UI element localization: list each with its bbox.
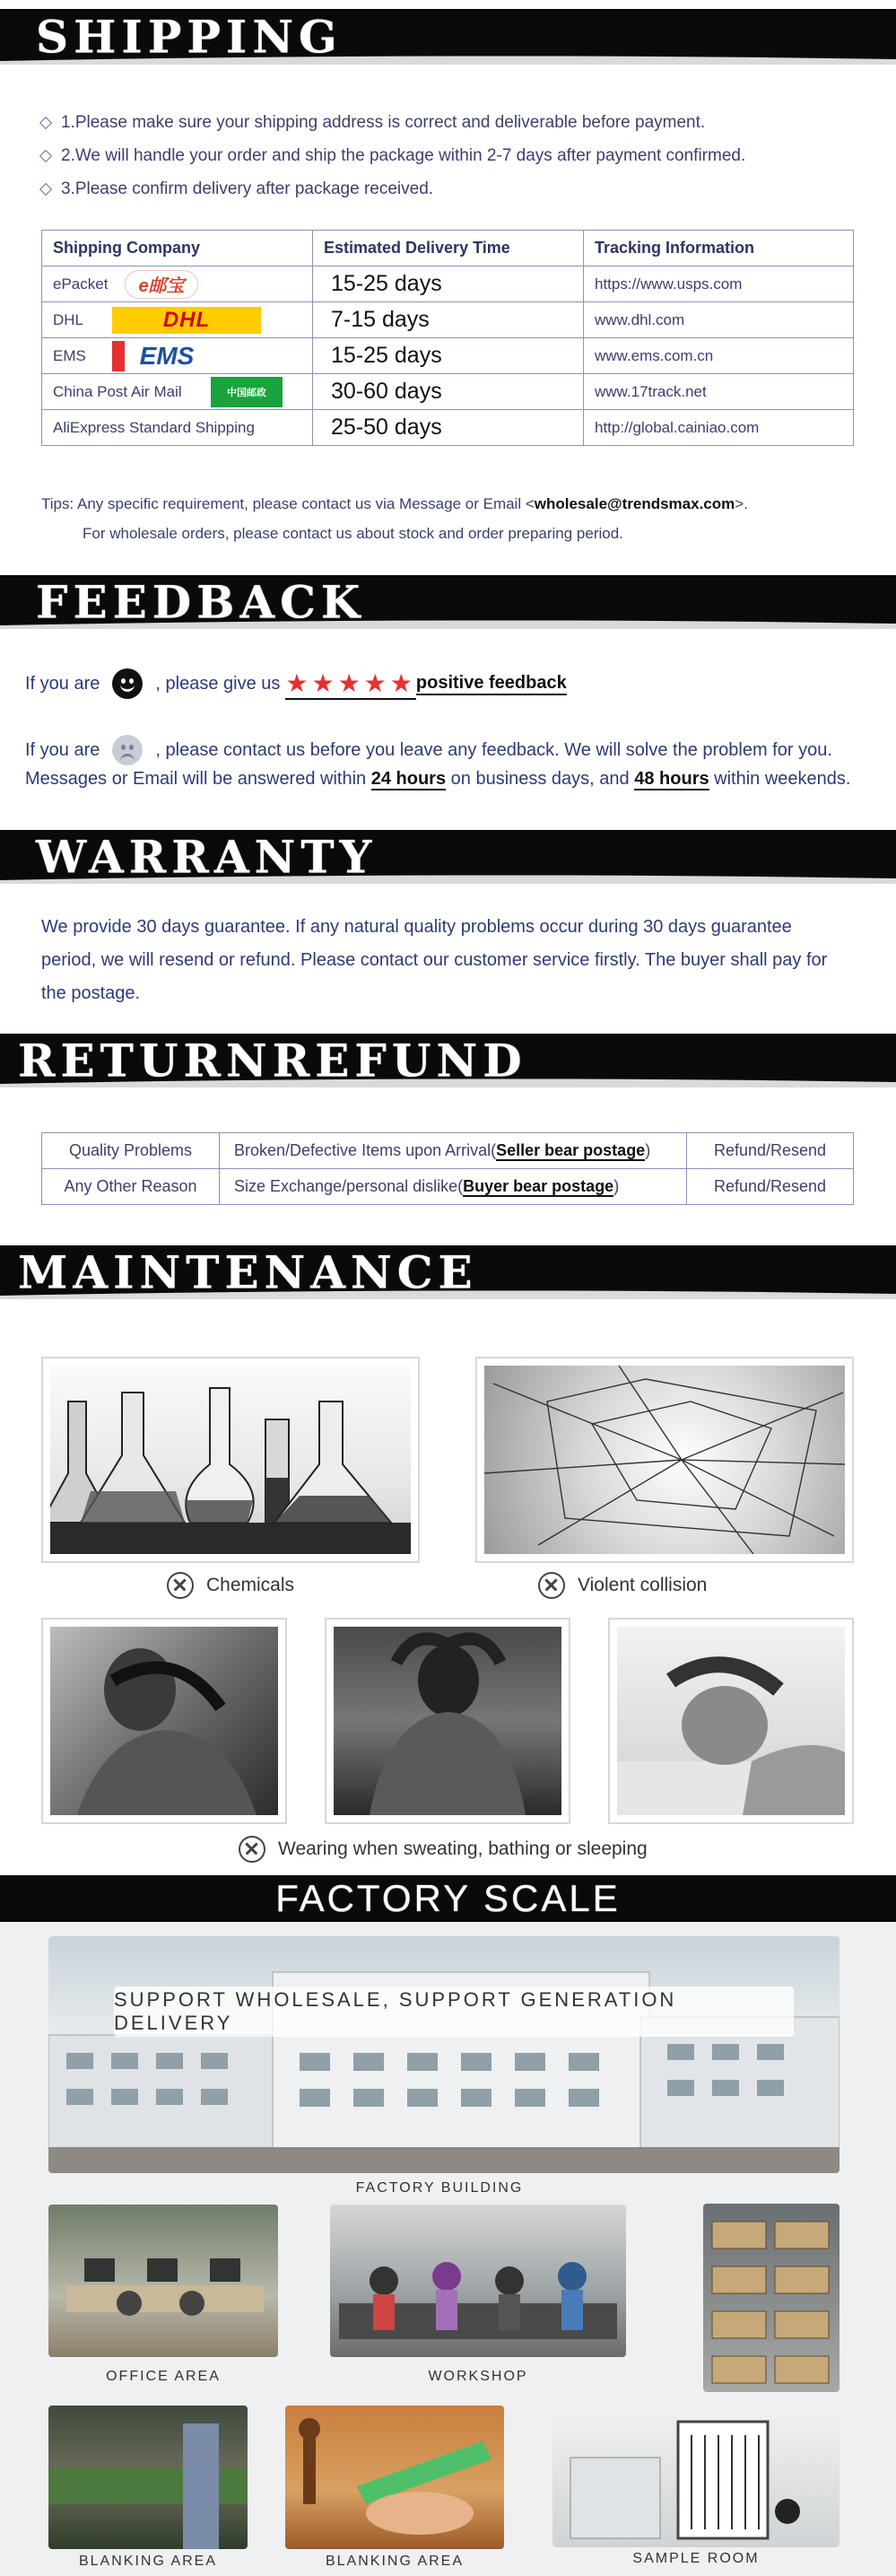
workshop-illustration: [330, 2205, 626, 2357]
column-header: Shipping Company: [42, 231, 313, 266]
shower-illustration: [334, 1627, 561, 1815]
diamond-icon: [39, 149, 52, 162]
description-cell: Size Exchange/personal dislike(Buyer bear postage): [220, 1169, 687, 1205]
wholesale-email-link[interactable]: wholesale@trendsmax.com: [534, 495, 735, 512]
china-post-logo: 中国邮政: [211, 377, 283, 407]
shipping-header: [0, 9, 896, 65]
workshop-label: WORKSHOP: [428, 2369, 528, 2384]
prohibited-icon: [239, 1836, 265, 1863]
column-header: Estimated Delivery Time: [313, 231, 584, 266]
workshop-photo: [330, 2205, 626, 2357]
blanking-area-photo-1: [48, 2406, 248, 2549]
warranty-header: [0, 830, 896, 884]
tips-line: Tips: Any specific requirement, please contact us via Message or Email <wholesale@trendsmax.com>.: [41, 495, 748, 512]
hours-48: 48 hours: [634, 769, 709, 789]
section-title-feedback: FEEDBACK: [36, 575, 366, 629]
return-refund-table: [41, 1132, 854, 1205]
blanking-illustration-2: [285, 2406, 504, 2549]
maintenance-header: [0, 1245, 896, 1299]
section-title-factory: FACTORY SCALE: [275, 1877, 621, 1919]
reason-cell: Any Other Reason: [42, 1169, 220, 1205]
blanking-area-label-1: BLANKING AREA: [78, 2554, 218, 2569]
lab-flasks-illustration: [50, 1366, 411, 1554]
section-title-shipping: SHIPPING: [36, 10, 343, 64]
shipping-note: 1.Please make sure your shipping address is correct and deliverable before payment.: [41, 106, 848, 139]
positive-feedback-line: If you are , please give us ★★★★★ positive feedback: [25, 668, 567, 700]
tracking-link[interactable]: https://www.usps.com: [584, 266, 854, 302]
delivery-time-cell: 15-25 days: [313, 266, 584, 302]
factory-building-label: FACTORY BUILDING: [355, 2180, 524, 2196]
prohibited-icon: [538, 1572, 565, 1599]
shipping-note: 3.Please confirm delivery after package received.: [41, 172, 848, 205]
tracking-link[interactable]: www.ems.com.cn: [584, 338, 854, 374]
office-area-label: OFFICE AREA: [106, 2369, 221, 2384]
sleeping-man-illustration: [617, 1627, 845, 1815]
action-cell: Refund/Resend: [687, 1169, 854, 1205]
warranty-text: We provide 30 days guarantee. If any natural quality problems occur during 30 days guarantee period, we will resend or refund. Please contact our customer service firstly. The buyer shall pay for the postage.: [41, 917, 828, 1003]
tracking-link[interactable]: www.17track.net: [584, 374, 854, 410]
wearing-caption: Wearing when sweating, bathing or sleeping: [239, 1836, 648, 1863]
hours-24: 24 hours: [370, 769, 447, 789]
shipping-notes: [41, 106, 848, 205]
sad-face-icon: [112, 735, 143, 765]
factory-building-illustration: [48, 1936, 839, 2173]
section-title-warranty: WARRANTY: [36, 830, 378, 884]
factory-header: [0, 1875, 896, 1922]
factory-building-photo: [48, 1936, 839, 2173]
company-cell: AliExpress Standard Shipping: [42, 410, 313, 446]
tips-line: For wholesale orders, please contact us about stock and order preparing period.: [83, 525, 623, 542]
athlete-illustration: [50, 1627, 278, 1815]
tracking-link[interactable]: http://global.cainiao.com: [584, 410, 854, 446]
company-cell: EMS EMS: [42, 338, 313, 374]
collision-caption: Violent collision: [538, 1572, 707, 1599]
shelves-illustration: [703, 2204, 839, 2392]
response-time-line: Messages or Email will be answered within 24 hours on business days, and 48 hours within weekends.: [25, 769, 851, 789]
negative-feedback-line: If you are , please contact us before you leave any feedback. We will solve the problem for you.: [25, 734, 832, 766]
delivery-time-cell: 25-50 days: [313, 410, 584, 446]
dhl-logo: DHL: [112, 307, 261, 334]
positive-feedback-text: positive feedback: [416, 673, 567, 695]
tracking-link[interactable]: www.dhl.com: [584, 302, 854, 338]
office-illustration: [48, 2205, 278, 2357]
chemicals-caption: Chemicals: [167, 1572, 294, 1599]
wholesale-banner: SUPPORT WHOLESALE, SUPPORT GENERATION DELIVERY: [114, 1987, 794, 2037]
bathing-photo: [325, 1618, 570, 1824]
five-stars-icon: ★★★★★: [285, 668, 416, 700]
feedback-header: [0, 575, 896, 629]
diamond-icon: [39, 116, 52, 128]
table-row: [42, 302, 854, 338]
reason-cell: Quality Problems: [42, 1133, 220, 1169]
description-cell: Broken/Defective Items upon Arrival(Seller bear postage): [220, 1133, 687, 1169]
company-cell: China Post Air Mail 中国邮政: [42, 374, 313, 410]
prohibited-icon: [167, 1572, 194, 1599]
sample-room-photo: [552, 2404, 839, 2547]
sleeping-photo: [608, 1618, 854, 1824]
delivery-time-cell: 30-60 days: [313, 374, 584, 410]
smiley-icon: [112, 668, 143, 699]
blanking-illustration-1: [48, 2406, 248, 2549]
diamond-icon: [39, 182, 52, 195]
table-row: [42, 266, 854, 302]
table-row: [42, 1169, 854, 1205]
delivery-time-cell: 7-15 days: [313, 302, 584, 338]
delivery-time-cell: 15-25 days: [313, 338, 584, 374]
shattered-glass-illustration: [484, 1366, 845, 1554]
shipping-note: 2.We will handle your order and ship the package within 2-7 days after payment confirmed.: [41, 139, 848, 172]
table-row: [42, 410, 854, 446]
shipping-table: [41, 230, 854, 446]
sample-room-label: SAMPLE ROOM: [632, 2551, 760, 2566]
table-header-row: [42, 231, 854, 266]
section-title-maintenance: MAINTENANCE: [18, 1245, 478, 1299]
ems-logo: EMS: [112, 341, 209, 371]
shipping-tips: [41, 489, 866, 548]
action-cell: Refund/Resend: [687, 1133, 854, 1169]
sweating-photo: [41, 1618, 287, 1824]
company-cell: ePacket e邮宝: [42, 266, 313, 302]
returnrefund-header: [0, 1034, 896, 1087]
table-row: [42, 374, 854, 410]
blanking-area-photo-2: [285, 2406, 504, 2549]
blanking-area-label-2: BLANKING AREA: [325, 2554, 465, 2569]
table-row: [42, 1133, 854, 1169]
section-title-returnrefund: RETURNREFUND: [18, 1034, 527, 1087]
storage-shelves-photo: [703, 2204, 839, 2392]
epacket-logo: e邮宝: [125, 270, 198, 299]
office-area-photo: [48, 2205, 278, 2357]
chemicals-photo: [41, 1357, 420, 1563]
table-row: [42, 338, 854, 374]
sample-room-illustration: [552, 2404, 839, 2547]
violent-collision-photo: [475, 1357, 854, 1563]
company-cell: DHL DHL: [42, 302, 313, 338]
column-header: Tracking Information: [584, 231, 854, 266]
